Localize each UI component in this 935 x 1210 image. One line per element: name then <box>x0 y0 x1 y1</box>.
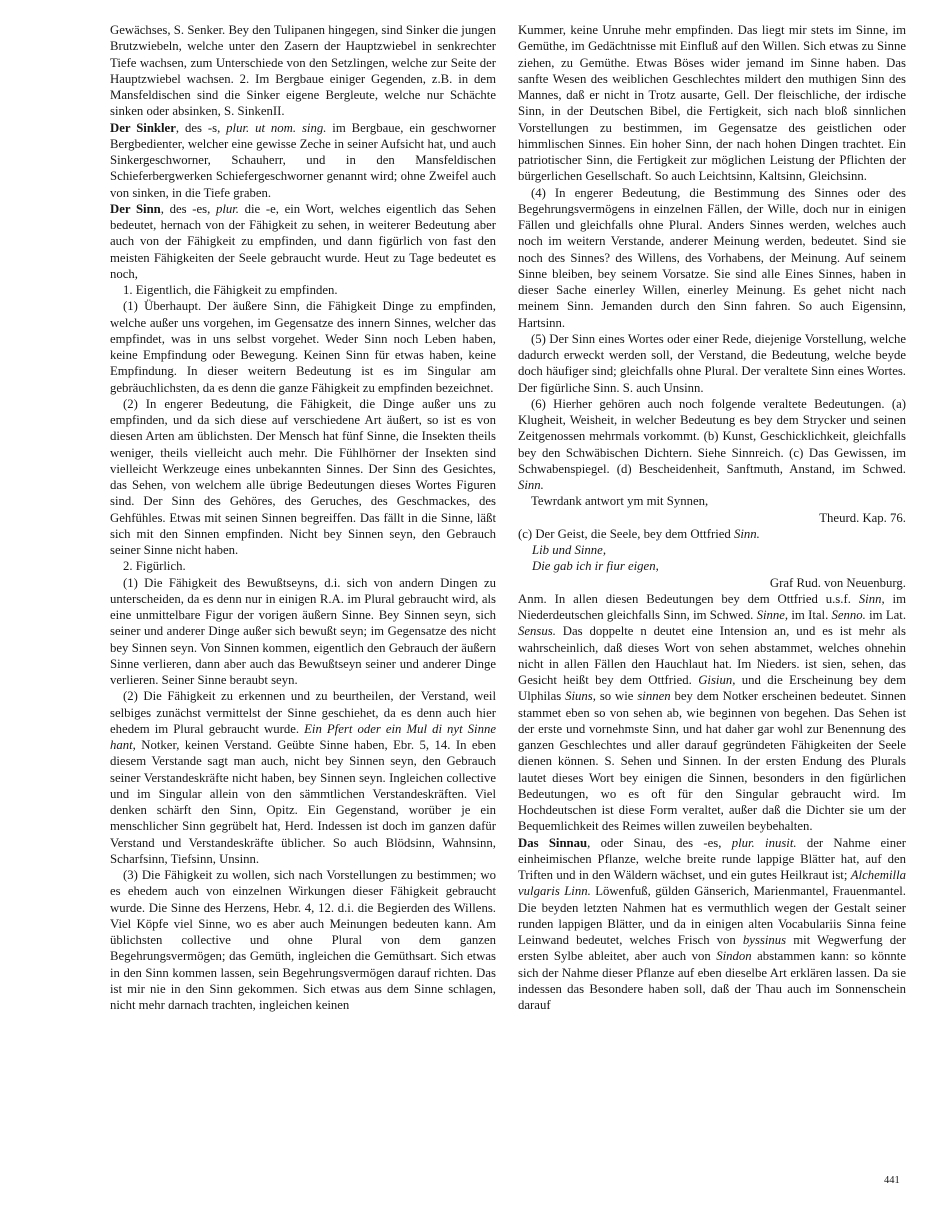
entry-sinn: Der Sinn, des -es, plur. die -e, ein Wort, welches eigentlich das Sehen bedeutet, hernach von der Fähigkeit zu sehen, in weiterer Bedeutung aber auch von der Fähigkeit zu empfinden, und dann figürlich von fast den meisten Fähigkeiten der Seele gebraucht wurde. Heut zu Tage bedeutet es noch, <box>110 201 496 281</box>
paragraph: (5) Der Sinn eines Wortes oder einer Rede, diejenige Vorstellung, welche dadurch erweckt werden soll, der Verstand, die Bedeutung, welche beyde doch häufiger sind; gleichfalls ohne Plural. Der veraltete Sinn eines Wortes. Der figürliche Sinn. S. auch Unsinn. <box>518 331 906 395</box>
quote-line: Tewrdank antwort ym mit Synnen, <box>531 494 709 509</box>
paragraph: (3) Die Fähigkeit zu wollen, sich nach Vorstellungen zu bestimmen; wo es ehedem auch von einzelnen Wirkungen dieser Fähigkeit gebraucht wurde. Die Sinne des Herzens, Hebr. 4, 12. d.i. die Begierden des Willens. Viel Köpfe viel Sinne, wo es aber auch Meinungen bedeuten kann. Am üblichsten collective und ohne Plural von dem ganzen Begehrungsvermögen; das Gemüth, ingleichen die Gemüthsart. Sich etwas in den Sinn kommen lassen, sein Begehrungsvermögen darauf richten. Das ist mir nie in den Sinn gekommen. Sich etwas aus dem Sinne schlagen, nicht mehr darnach trachten, ingleichen keinen <box>110 868 496 1012</box>
entry-sinnau: Das Sinnau, oder Sinau, des -es, plur. inusit. der Nahme einer einheimischen Pflanze, welche breite runde lappige Blätter hat, auf den Triften und in den Wäldern wächset, und ein gutes Heilkraut ist; Alchemilla vulgaris Linn. Löwenfuß, gülden Gänserich, Marienmantel, Frauenmantel. Die beyden letzten Nahmen hat es vermuthlich wegen der Gestalt seiner runden lappigen Blätter, und da in einigen alten Vocabulariis Sinna feine Leinwand bedeutet, welches Frisch von byssinus mit Wegwerfung der ersten Sylbe ableitet, aber auch von Sindon abstammen kann: so könnte sich der Nahme dieser Pflanze auf eben dieselbe Art erklären lassen. Da sie indessen das Besondere haben soll, daß der Thau auch im Sonnenschein darauf <box>518 835 907 1012</box>
left-column <box>110 22 496 1013</box>
paragraph: (4) In engerer Bedeutung, die Bestimmung des Sinnes oder des Begehrungsvermögens in einzelnen Fällen, der Wille, doch nur in einigen Fällen und gleichfalls ohne Plural. Anders Sinnes werden, welches auch noch im weitern Verstande, anderer Meinung werden, bedeutet. Sind sie noch des Sinnes? des Willens, des Vorhabens, der Meinung. Auf seinem Sinne bleiben, bey seinem Vorsatze. Sie sind alle Eines Sinnes, haben in dieser Sache einerley Willen, einerley Meinung. Es gehet nicht nach meinem Sinn. Jemanden durch den Sinn fahren. So auch Eigensinn, Hartsinn. <box>518 185 906 330</box>
paragraph: (6) Hierher gehören auch noch folgende veraltete Bedeutungen. (a) Klugheit, Weisheit, in welcher Bedeutung es bey dem Strycker und seinen Zeitgenossen mehrmals vorkommt. (b) Kunst, Geschicklichkeit, gleichfalls bey den Schwäbischen Dichtern. Siehe Sinnreich. (c) Das Gewissen, im Schwabenspiegel. (d) Bescheidenheit, Sanftmuth, Anstand, im Schwed. Sinn. <box>518 396 906 492</box>
section-heading: 2. Figürlich. <box>123 559 186 574</box>
paragraph: (1) Die Fähigkeit des Bewußtseyns, d.i. sich von andern Dingen zu unterscheiden, da es denn nur in einigen R.A. im Plural gebraucht wird, als eine unmittelbare Figur der vorigen äußern Sinne. Bey Sinnen seyn, sich seiner und anderer Dinge außer sich bewußt seyn; im Gegensatze des nicht bey Sinnen seyn. Von Sinnen kommen, eigentlich den Gebrauch der äußern Sinne verlieren, dann aber auch das Bewußtseyn seiner und anderer Dinge verlieren. Seiner Sinne beraubt seyn. <box>110 575 496 687</box>
annotation-paragraph: Anm. In allen diesen Bedeutungen bey dem Ottfried u.s.f. Sinn, im Niederdeutschen gleichfalls Sinn, im Schwed. Sinne, im Ital. Senno. im Lat. Sensus. Das doppelte n deutet eine Intension an, und es ist mehr als wahrscheinlich, daß dieses Wort von sehen abstammet, welches ohnehin nicht in allen Fällen den Hauchlaut hat. Im Nieders. ist sien, sehen, das Gesicht heißt bey dem Ottfried. Gisiun, und die Erscheinung bey dem Ulphilas Siuns, so wie sinnen bey dem Notker erscheinen bedeutet. Sinnen stammet eben so von sehen ab, wie beginnen von begehen. Das Sehen ist der erste und vornehmste Sinn, und hat daher gar wohl zur Benennung des ganzen Geschlechtes und aller darauf gegründeten Fähigkeiten der Seele dienen können. S. Sehen und Sinnen. In der ersten Endung des Plurals lautet dieses Wort bey einigen die Sinnen, besonders in den figürlichen Bedeutungen, wo es oft für den Singular gebraucht wird. Im Hochdeutschen ist diese Form veraltet, außer daß die Dichter sie um der Bequemlichkeit des Reimes willen zuweilen beybehalten. <box>518 591 907 834</box>
right-column <box>518 22 906 1013</box>
paragraph: (1) Überhaupt. Der äußere Sinn, die Fähigkeit Dinge zu empfinden, welche außer uns vorgehen, im Gegensatze des innern Sinnes, welcher das empfindet, was in uns selbst vorgehet. Weder Sinn noch Leben haben, keine Empfindung oder Bewegung. Keinen Sinn für etwas haben, keine Empfindung. In dieser weitern Bedeutung ist es im Singular am gebräuchlichsten, da es denn die ganze Fähigkeit zu empfinden bezeichnet. <box>110 299 496 395</box>
section-heading: 1. Eigentlich, die Fähigkeit zu empfinden. <box>123 283 338 297</box>
entry-sinkler: Der Sinkler, des -s, plur. ut nom. sing. im Bergbaue, ein geschworner Bergbedienter, welcher eine gewisse Zeche in seiner Aufsicht hat, und auch Sinkergeschworner, Schauherr, und in den Mansfeldischen Schieferbergwerken Schiefergeschworner genannt wird; ohne Zweifel auch von sinken, in die Tiefe graben. <box>110 120 496 200</box>
verse-line: Lib und Sinne, <box>532 543 607 557</box>
verse-line: Die gab ich ir fiur eigen, <box>532 559 659 574</box>
page-number: 441 <box>884 1175 900 1186</box>
quote-source: Graf Rud. von Neuenburg. <box>769 575 906 590</box>
paragraph-continuation: Kummer, keine Unruhe mehr empfinden. Das liegt mir stets im Sinne, im Gemüthe, im Gedächtnisse mit Einfluß auf den Willen. Sich etwas zu Sinne ziehen, zu Gemüthe. Etwas Böses wider jemand im Sinne haben. Das sanfte Wesen des weiblichen Geschlechtes mildert den muthigen Sinn des Mannes, daß er nicht in Trotz ausarte, Gell. Der fleischliche, der irdische Sinn, in der Deutschen Bibel, die Fertigkeit, sich nach bloß sinnlichen Vorstellungen zu bestimmen, im Gegensatze des geistlichen oder himmlischen Sinnes. Ein hoher Sinn, der nach hohen Dingen trachtet. Ein patriotischer Sinn, die Fertigkeit zur möglichen Leistung der Pflichten der bürgerlichen Gesellschaft. So auch Leichtsinn, Kaltsinn, Gleichsinn. <box>518 23 906 184</box>
quote-source: Theurd. Kap. 76. <box>819 510 906 525</box>
paragraph: (2) In engerer Bedeutung, die Fähigkeit, die Dinge außer uns zu empfinden, und da sich diese auf verschiedene Art äußert, so ist es von diesen Arten am üblichsten. Der Mensch hat fünf Sinne, die Insekten theils weniger, theils vielleicht auch mehr. Die Fühlhörner der Insekten sind vielleicht Werkzeuge eines unbekannten Sinnes. Der Sinn des Gesichtes, das Sehen, von welchem alle übrige Bedeutungen dieses Wortes Figuren sind. Der Sinn des Gehöres, des Geruches, des Geschmackes, des Gehfühles. Etwas mit seinen Sinnen begreiffen. Das fällt in die Sinne, läßt sich mit den Sinnen empfinden. Nicht bey Sinnen seyn, den Gebrauch seiner Sinne nicht haben. <box>110 396 496 557</box>
paragraph-senker-continuation: Gewächses, S. Senker. Bey den Tulipanen hingegen, sind Sinker die jungen Brutzwiebeln, welche unter den Zasern der Hauptzwiebel in senkrechter Tiefe wachsen, zum Unterschiede von den Setzlingen, welche zur Seite der Hauptzwiebel wachsen. 2. Im Bergbaue einiger Gegenden, z.B. in dem Mansfeldischen sind die Sinker eigene Bergleute, welche nur Schächte sinken oder absinken, S. SinkenII. <box>110 23 496 119</box>
headword: Der Sinn <box>110 201 161 216</box>
paragraph: (c) Der Geist, die Seele, bey dem Ottfried Sinn. <box>518 526 760 541</box>
headword: Der Sinkler <box>110 120 176 135</box>
paragraph: (2) Die Fähigkeit zu erkennen und zu beurtheilen, der Verstand, weil selbiges zunächst vermittelst der Sinne geschiehet, da es denn auch hier ehedem im Plural gebraucht wurde. Ein Pfert oder ein Mul di nyt Sinne hant, Notker, keinen Verstand. Geübte Sinne haben, Ebr. 5, 14. In eben diesem Verstande sagt man auch, nicht bey Sinnen seyn, den Gebrauch seiner Verstandeskräfte nicht haben, bey Sinnen seyn. Ingleichen collective und im Singular allein von den sämmtlichen Verstandeskräften. Viel denken schärft den Sinn, Opitz. Ein Gegenstand, worüber je ein menschlicher Sinn gegrübelt hat, Herd. Indessen ist doch im ganzen dafür Verstand und Verstandeskräfte üblicher. So auch Blödsinn, Wahnsinn, Scharfsinn, Tiefsinn, Unsinn. <box>110 689 496 866</box>
headword: Das Sinnau <box>518 835 588 850</box>
